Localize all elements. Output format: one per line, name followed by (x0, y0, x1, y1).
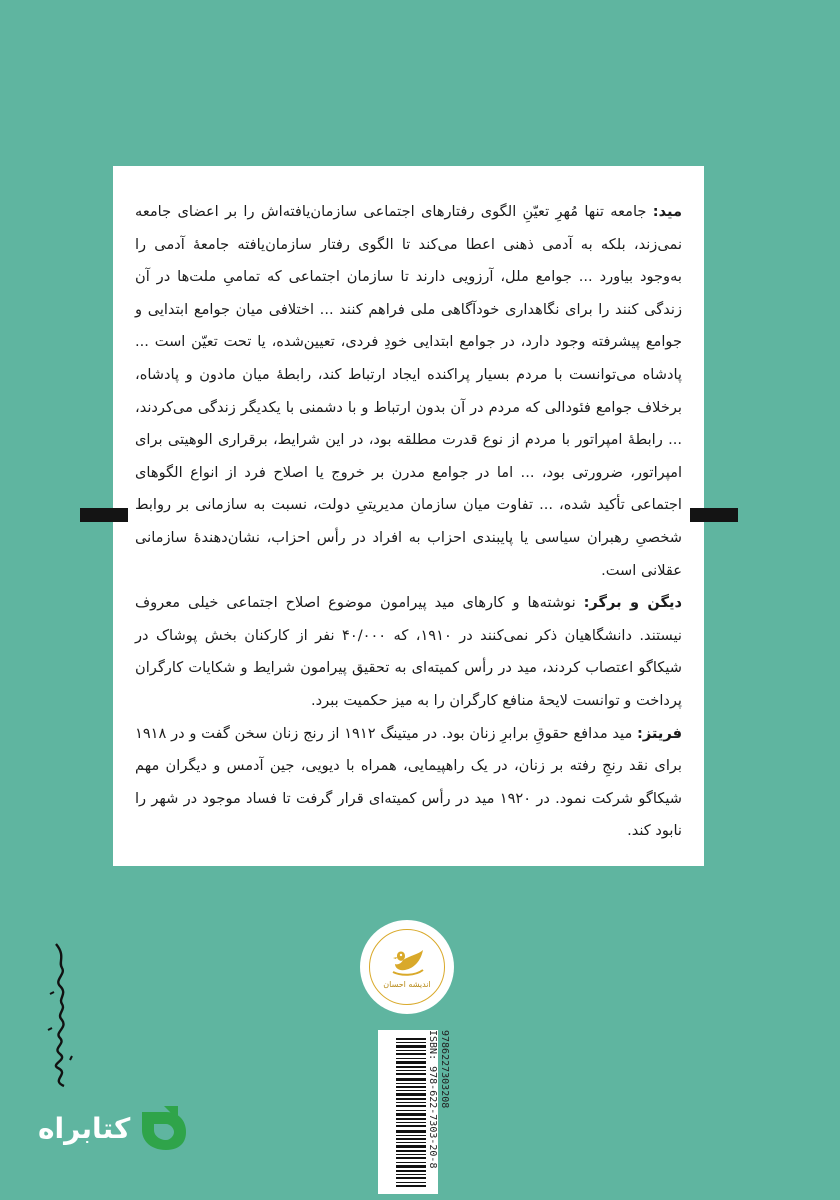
paragraph-deegan-burger (135, 587, 682, 717)
decorative-tab-left (80, 508, 128, 522)
back-cover-text-panel (113, 166, 704, 866)
paragraph-lead: مید: (652, 203, 682, 220)
paragraph-fritz (135, 718, 682, 848)
back-cover-text (135, 196, 682, 848)
signature (40, 940, 80, 1090)
decorative-tab-right (690, 508, 738, 522)
ketabrah-logo-icon (138, 1102, 190, 1154)
paragraph-body: جامعه تنها مُهرِ تعیّنِ الگوی رفتارهای اجتماعی سازمان‌یافته‌اش را بر اعضای جامعه نمی‌زند، بلکه به آدمی ذهنی اعطا می‌کند تا الگوی رفتار سازمان‌یافته جامعهٔ آدمی را به‌وجود بیاورد ... جوامع ملل، آرزویی دارند تا سازمان اجتماعی که تمامیِ ملت‌ها در آن زندگی کنند را برای نگاهداری خودآگاهی ملی فراهم کنند ... اختلافی میان جوامع ابتدایی و جوامع پیشرفته وجود دارد، در جوامع ابتدایی خودِ فردی، تعیین‌شده، یا تحت تعیّن است ... پادشاه می‌توانست با مردم بسیار پراکنده ایجاد ارتباط کند، رابطهٔ میان مادون و پادشاه، برخلاف جوامع فئودالی که مردم در آن بدون ارتباط و با دشمنی با یکدیگر زندگی می‌کردند، ... رابطهٔ امپراتور با مردم از نوع قدرت مطلقه بود، در این شرایط، برقراری الوهیتی برای امپراتور، ضرورتی بود، ... اما در جوامع مدرن بر خروج یا اصلاح فرد از انواع الگوهای اجتماعی تأکید شده، ... تفاوت میان سازمان مدیریتیِ دولت، نسبت به سازمانی بر روابط شخصیِ رهبران سیاسی یا پایبندی احزاب به افراد در رأس احزاب، نشان‌دهندهٔ سازمانی عقلانی است. (135, 203, 682, 579)
paragraph-mead (135, 196, 682, 587)
brand-name: کتابراه (38, 1111, 131, 1145)
publisher-logo-ring (369, 929, 445, 1005)
bird-icon (387, 946, 427, 978)
paragraph-lead: دیگن و برگر: (583, 594, 682, 612)
publisher-name: اندیشه احسان (383, 979, 431, 989)
ketabrah-brand (38, 1098, 208, 1158)
isbn-label: ISBN: 978-622-7303-20-8 (427, 1030, 438, 1169)
paragraph-lead: فریتز: (637, 724, 683, 742)
signature-icon (40, 940, 80, 1090)
paragraph-body: نوشته‌ها و کارهای مید پیرامون موضوع اصلاح اجتماعی خیلی معروف نیستند. دانشگاهیان ذکر نمی‌کنند در ۱۹۱۰، که ۴۰/۰۰۰ نفر از کارکنان بخش پوشاک در شیکاگو اعتصاب کردند، مید در رأس کمیته‌ای به تحقیق پیرامون شرایط و شکایات کارگران پرداخت و توانست لایحهٔ منافع کارگران را به میز حکمیت ببرد. (135, 594, 682, 709)
barcode-digits: 9786227303208 (439, 1030, 450, 1109)
publisher-logo (360, 920, 454, 1014)
paragraph-body: مید مدافع حقوقِ برابرِ زنان بود. در میتینگ ۱۹۱۲ از رنج زنان سخن گفت و در ۱۹۱۸ برای نقد رنجِ رفته بر زنان، در یک راهپیمایی، همراه با دیویی، جین آدمس و دیگران مهم شیکاگو شرکت نمود. در ۱۹۲۰ مید در رأس کمیته‌ای قرار گرفت تا فساد موجود در شهر را نابود کند. (135, 724, 682, 840)
